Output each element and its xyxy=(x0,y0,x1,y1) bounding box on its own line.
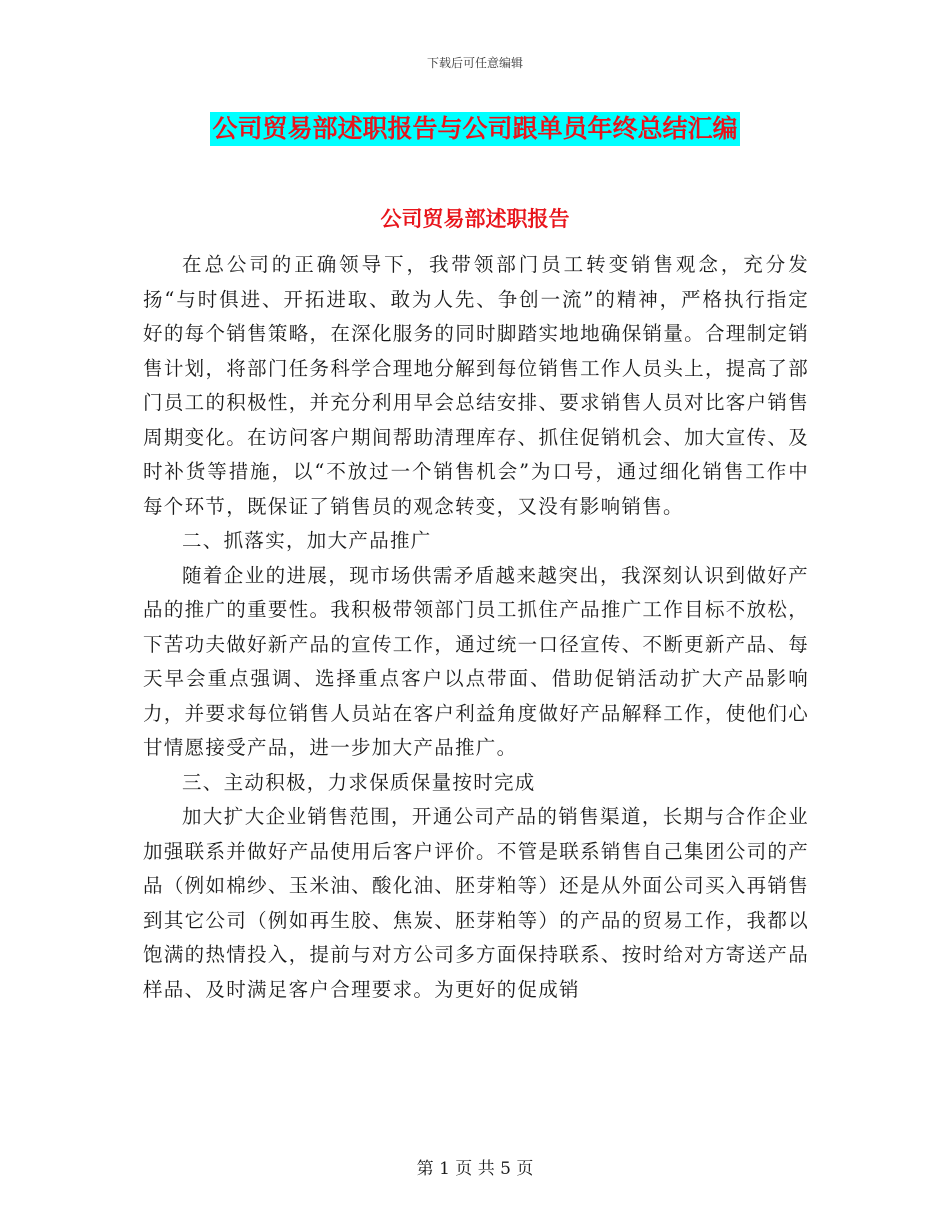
page-footer: 第 1 页 共 5 页 xyxy=(416,1159,534,1179)
heading-section-two: 二、抓落实，加大产品推广 xyxy=(182,529,432,552)
document-body xyxy=(143,248,809,1007)
page-header-note: 下载后可任意编辑 xyxy=(426,56,523,70)
paragraph-section-two: 随着企业的进展，现市场供需矛盾越来越突出，我深刻认识到做好产品的推广的重要性。我积极带领部门员工抓住产品推广工作目标不放松，下苦功夫做好新产品的宣传工作，通过统一口径宣传、不断更新产品、每天早会重点强调、选择重点客户以点带面、借助促销活动扩大产品影响力，并要求每位销售人员站在客户利益角度做好产品解释工作，使他们心甘情愿接受产品，进一步加大产品推广。 xyxy=(143,563,809,759)
paragraph-section-three: 加大扩大企业销售范围，开通公司产品的销售渠道，长期与合作企业加强联系并做好产品使用后客户评价。不管是联系销售自己集团公司的产品（例如棉纱、玉米油、酸化油、胚芽粕等）还是从外面公司买入再销售到其它公司（例如再生胶、焦炭、胚芽粕等）的产品的贸易工作，我都以饱满的热情投入，提前与对方公司多方面保持联系、按时给对方寄送产品样品、及时满足客户合理要求。为更好的促成销 xyxy=(143,805,809,1001)
heading-section-three: 三、主动积极，力求保质保量按时完成 xyxy=(182,770,536,794)
section-title: 公司贸易部述职报告 xyxy=(380,207,570,231)
main-title-container xyxy=(0,112,950,146)
document-main-title: 公司贸易部述职报告与公司跟单员年终总结汇编 xyxy=(210,112,739,146)
paragraph-intro: 在总公司的正确领导下，我带领部门员工转变销售观念，充分发扬“与时俱进、开拓进取、敢为人先、争创一流”的精神，严格执行指定好的每个销售策略，在深化服务的同时脚踏实地地确保销量。合理制定销售计划，将部门任务科学合理地分解到每位销售工作人员头上，提高了部门员工的积极性，并充分利用早会总结安排、要求销售人员对比客户销售周期变化。在访问客户期间帮助清理库存、抓住促销机会、加大宣传、及时补货等措施，以“不放过一个销售机会”为口号，通过细化销售工作中每个环节，既保证了销售员的观念转变，又没有影响销售。 xyxy=(143,253,809,518)
